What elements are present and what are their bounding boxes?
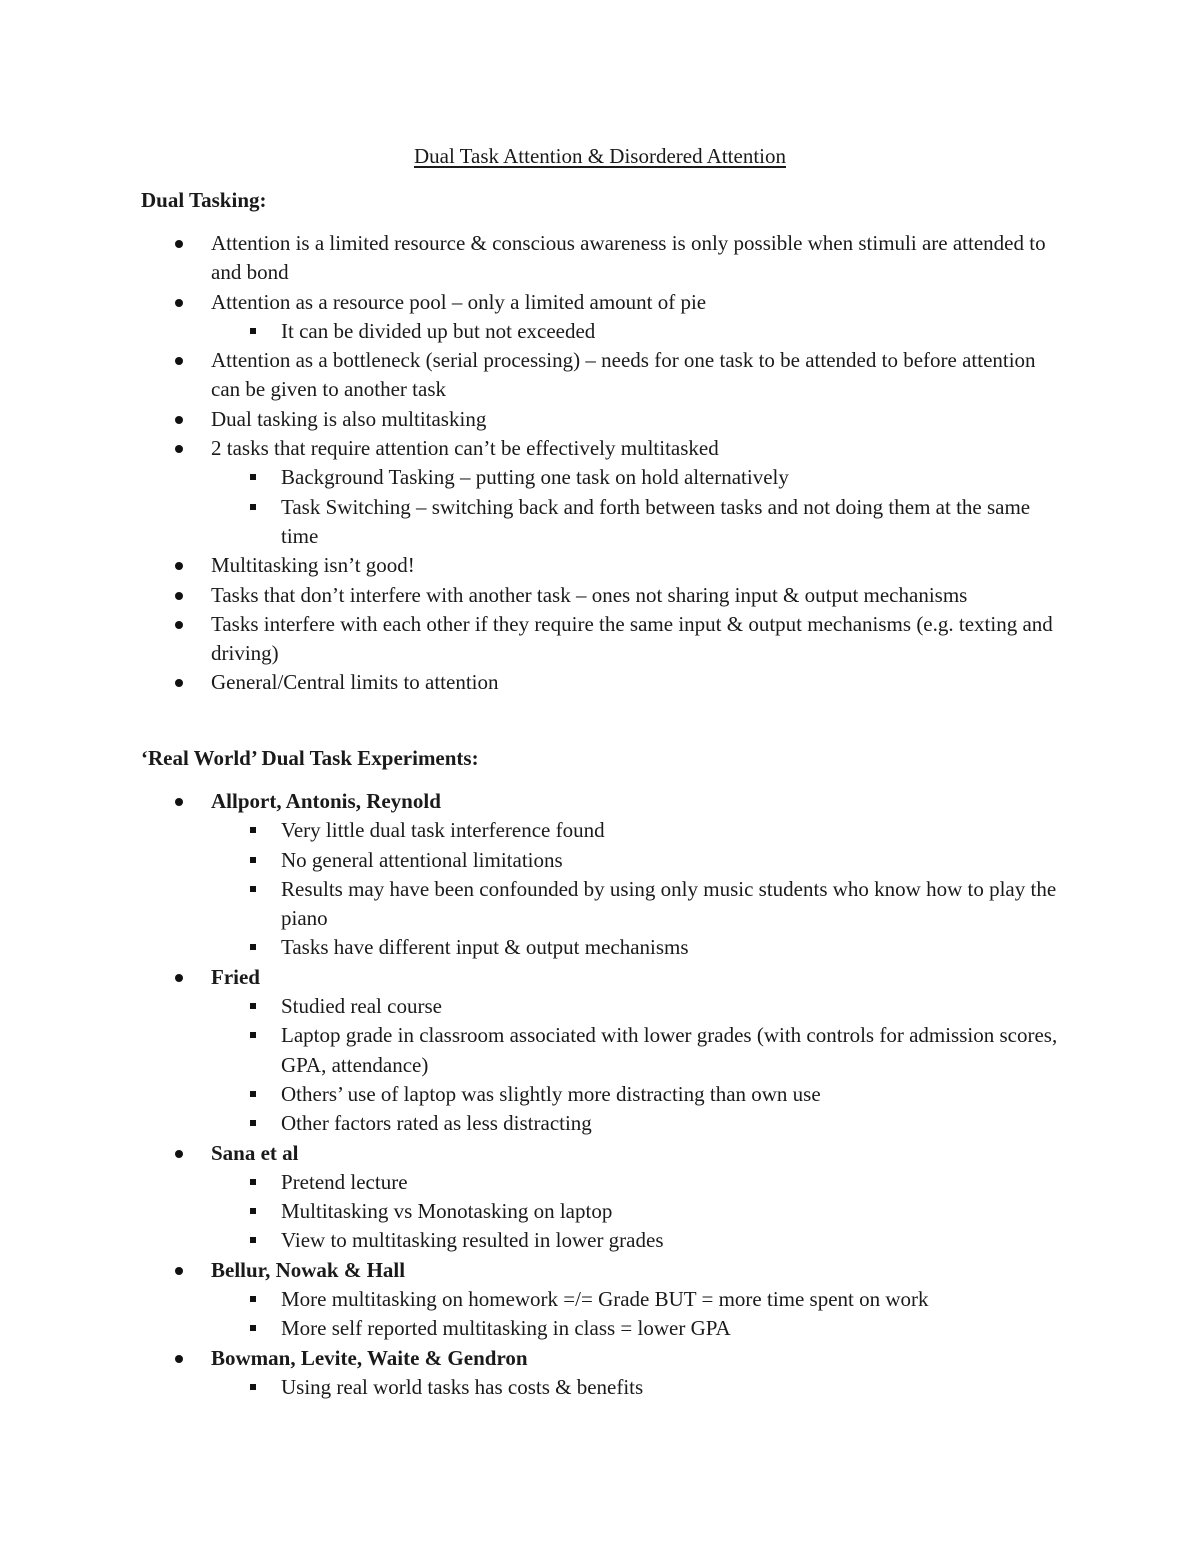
bullet-dot-icon bbox=[175, 562, 183, 570]
section-heading: ‘Real World’ Dual Task Experiments: bbox=[141, 746, 479, 770]
sub-list-item: Very little dual task interference found bbox=[211, 816, 1061, 845]
bullet-square-icon bbox=[250, 504, 256, 510]
list-item: Sana et al Pretend lecture Multitasking vs Monotasking on laptop View to multitasking resulted in lower grades bbox=[141, 1139, 1061, 1256]
sub-list-item: Results may have been confounded by using only music students who know how to play the piano bbox=[211, 875, 1061, 934]
sub-list-item: Laptop grade in classroom associated with lower grades (with controls for admission scores, GPA, attendance) bbox=[211, 1021, 1061, 1080]
list-item: Multitasking isn’t good! bbox=[141, 551, 1061, 580]
list-item: Bowman, Levite, Waite & Gendron Using real world tasks has costs & benefits bbox=[141, 1344, 1061, 1403]
sub-list-item: View to multitasking resulted in lower grades bbox=[211, 1226, 1061, 1255]
bullet-square-icon bbox=[250, 1208, 256, 1214]
sub-list-item: Using real world tasks has costs & benefits bbox=[211, 1373, 1061, 1402]
bullet-square-icon bbox=[250, 1384, 256, 1390]
bullet-dot-icon bbox=[175, 1267, 183, 1275]
sub-list-item: Tasks have different input & output mechanisms bbox=[211, 933, 1061, 962]
sub-list-item: Pretend lecture bbox=[211, 1168, 1061, 1197]
document-title: Dual Task Attention & Disordered Attention bbox=[413, 144, 786, 168]
list-item: Attention as a resource pool – only a limited amount of pie It can be divided up but not exceeded bbox=[141, 288, 1061, 347]
bullet-square-icon bbox=[250, 1120, 256, 1126]
bullet-dot-icon bbox=[175, 240, 183, 248]
bullet-dot-icon bbox=[175, 798, 183, 806]
bullet-square-icon bbox=[250, 857, 256, 863]
sub-list bbox=[211, 1373, 1061, 1402]
bullet-dot-icon bbox=[175, 1355, 183, 1363]
sub-list bbox=[211, 816, 1061, 962]
bullet-dot-icon bbox=[175, 974, 183, 982]
bullet-square-icon bbox=[250, 944, 256, 950]
sub-list-item: More multitasking on homework =/= Grade BUT = more time spent on work bbox=[211, 1285, 1061, 1314]
sub-list-item: More self reported multitasking in class = lower GPA bbox=[211, 1314, 1061, 1343]
list-item: Dual tasking is also multitasking bbox=[141, 405, 1061, 434]
bullet-list bbox=[141, 787, 1061, 1402]
sub-list-item: Background Tasking – putting one task on hold alternatively bbox=[211, 463, 1061, 492]
bullet-square-icon bbox=[250, 827, 256, 833]
sub-list-item: Others’ use of laptop was slightly more distracting than own use bbox=[211, 1080, 1061, 1109]
bullet-dot-icon bbox=[175, 445, 183, 453]
bullet-square-icon bbox=[250, 1296, 256, 1302]
bullet-square-icon bbox=[250, 1032, 256, 1038]
sub-list-item: No general attentional limitations bbox=[211, 846, 1061, 875]
list-item: Tasks that don’t interfere with another task – ones not sharing input & output mechanisms bbox=[141, 581, 1061, 610]
bullet-square-icon bbox=[250, 886, 256, 892]
list-item: General/Central limits to attention bbox=[141, 668, 1061, 697]
section-real-world-experiments bbox=[141, 744, 1061, 1402]
list-item: Tasks interfere with each other if they require the same input & output mechanisms (e.g. texting and driving) bbox=[141, 610, 1061, 669]
list-item: Attention is a limited resource & conscious awareness is only possible when stimuli are attended to and bond bbox=[141, 229, 1061, 288]
bullet-square-icon bbox=[250, 1091, 256, 1097]
bullet-dot-icon bbox=[175, 357, 183, 365]
bullet-dot-icon bbox=[175, 416, 183, 424]
list-item: Fried Studied real course Laptop grade in classroom associated with lower grades (with controls for admission scores, GPA, attendance) Others’ use of laptop was slightly more distracting than own use Other factors rated as less distracting bbox=[141, 963, 1061, 1139]
list-item: 2 tasks that require attention can’t be effectively multitasked Background Tasking – putting one task on hold alternatively Task Switching – switching back and forth between tasks and not doing them at the same time bbox=[141, 434, 1061, 551]
sub-list-item: Studied real course bbox=[211, 992, 1061, 1021]
bullet-square-icon bbox=[250, 328, 256, 334]
bullet-dot-icon bbox=[175, 299, 183, 307]
list-item: Attention as a bottleneck (serial processing) – needs for one task to be attended to before attention can be given to another task bbox=[141, 346, 1061, 405]
sub-list-item: Multitasking vs Monotasking on laptop bbox=[211, 1197, 1061, 1226]
sub-list bbox=[211, 1168, 1061, 1256]
bullet-square-icon bbox=[250, 1179, 256, 1185]
section-heading: Dual Tasking: bbox=[141, 188, 267, 212]
bullet-dot-icon bbox=[175, 1150, 183, 1158]
sub-list-item: Other factors rated as less distracting bbox=[211, 1109, 1061, 1138]
sub-list bbox=[211, 463, 1061, 551]
bullet-dot-icon bbox=[175, 592, 183, 600]
bullet-square-icon bbox=[250, 1003, 256, 1009]
list-item: Allport, Antonis, Reynold Very little dual task interference found No general attentional limitations Results may have been confounded by using only music students who know how to play the piano Tasks have different input & output mechanisms bbox=[141, 787, 1061, 963]
bullet-dot-icon bbox=[175, 679, 183, 687]
bullet-square-icon bbox=[250, 1237, 256, 1243]
bullet-list bbox=[141, 229, 1061, 698]
sub-list bbox=[211, 992, 1061, 1138]
sub-list bbox=[211, 317, 1061, 346]
section-dual-tasking bbox=[141, 186, 1061, 698]
bullet-square-icon bbox=[250, 474, 256, 480]
list-item: Bellur, Nowak & Hall More multitasking on homework =/= Grade BUT = more time spent on work More self reported multitasking in class = lower GPA bbox=[141, 1256, 1061, 1344]
sub-list-item: Task Switching – switching back and forth between tasks and not doing them at the same time bbox=[211, 493, 1061, 552]
bullet-dot-icon bbox=[175, 621, 183, 629]
bullet-square-icon bbox=[250, 1325, 256, 1331]
sub-list-item: It can be divided up but not exceeded bbox=[211, 317, 1061, 346]
sub-list bbox=[211, 1285, 1061, 1344]
